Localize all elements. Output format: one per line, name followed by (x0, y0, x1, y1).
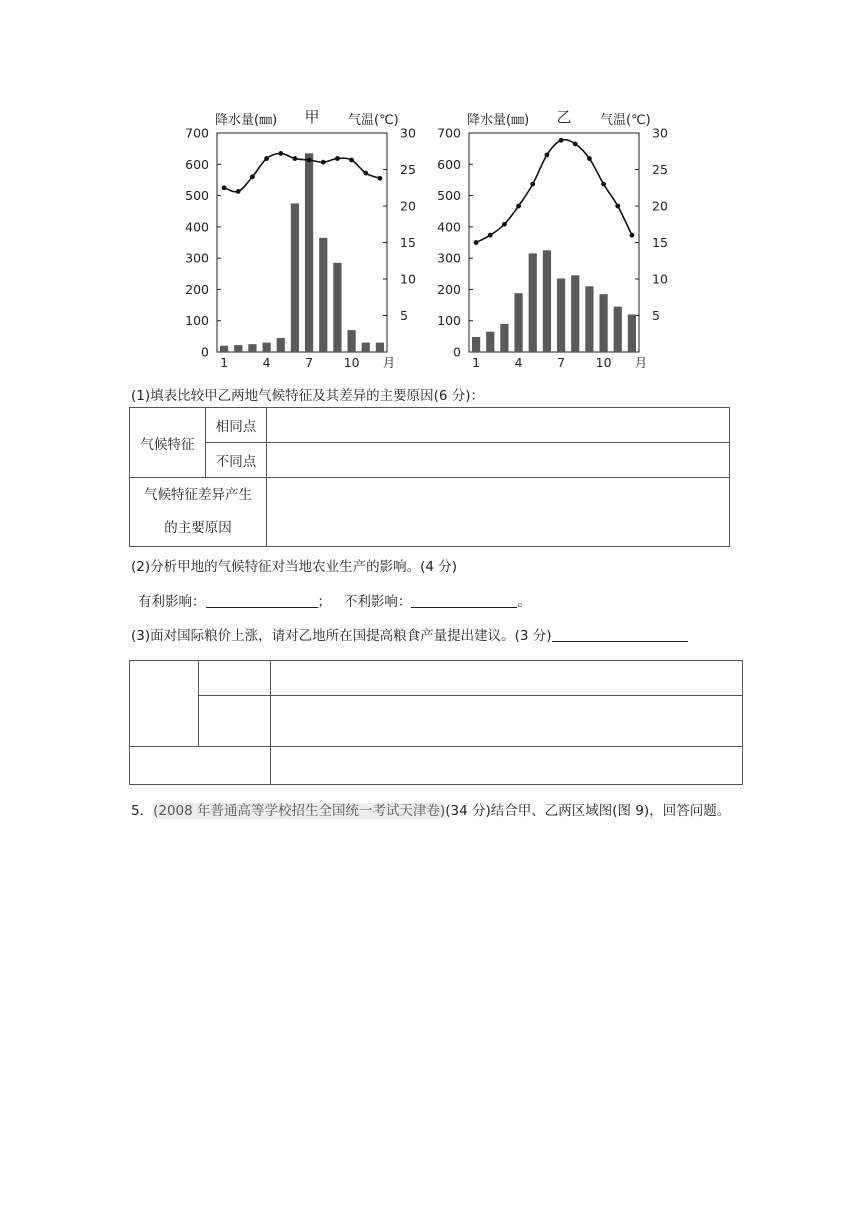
empty-table (129, 660, 743, 785)
answer-cell-diff[interactable] (267, 443, 730, 478)
unfavorable-blank[interactable] (411, 593, 517, 608)
row-label-diff: 不同点 (206, 443, 267, 478)
chart0-left-axis-label: 降水量(㎜) (215, 113, 278, 128)
chart1-precip-bar (557, 278, 565, 352)
chart0-left-tick-label: 100 (185, 313, 209, 329)
chart1-precip-bar (599, 294, 607, 352)
question-3 (131, 624, 688, 644)
chart1-precip-bar (628, 314, 636, 352)
chart0-chart-title: 甲 (304, 108, 320, 126)
chart1-right-tick-label: 30 (652, 125, 668, 141)
chart1-left-tick-label: 200 (437, 281, 461, 297)
reason-line-1: 气候特征差异产生 (144, 487, 252, 503)
chart1-precip-bar (529, 253, 537, 352)
chart0-left-tick-label: 0 (201, 344, 209, 360)
chart1-precip-bar (543, 250, 551, 352)
chart0-right-tick-label: 25 (400, 162, 416, 177)
chart1-precip-bar (585, 286, 593, 352)
chart1-right-tick-label: 20 (652, 198, 668, 214)
comparison-table (129, 407, 730, 547)
chart0-right-axis-label: 气温(℃) (348, 113, 399, 128)
chart0-left-tick-label: 200 (185, 281, 209, 297)
question-3-text: (3)面对国际粮价上涨，请对乙地所在国提高粮食产量提出建议。(3 分) (131, 628, 552, 644)
chart0-precip-bar (333, 263, 341, 352)
chart0-temperature-point (264, 156, 269, 161)
chart1-temperature-point (587, 156, 592, 161)
chart1-right-tick-label: 10 (652, 271, 668, 287)
chart1-temperature-point (601, 182, 606, 187)
chart1-chart-title: 乙 (556, 108, 572, 126)
chart1-plot-frame (469, 133, 639, 352)
chart0-temperature-point (250, 174, 255, 179)
chart1-left-tick-label: 400 (437, 219, 461, 235)
chart1-temperature-point (545, 153, 550, 158)
chart0-precip-bar (234, 345, 242, 352)
chart0-precip-bar (248, 344, 256, 352)
chart0-precip-bar (362, 343, 370, 352)
empty-cell-a[interactable] (130, 661, 199, 747)
chart0-right-tick-label: 5 (400, 308, 408, 323)
empty-cell-b[interactable] (199, 661, 271, 696)
chart1-right-tick-label: 15 (652, 235, 668, 250)
chart1-left-tick-label: 100 (437, 313, 461, 329)
chart0-temperature-point (278, 151, 283, 156)
chart0-x-tick-label: 10 (343, 355, 360, 370)
chart0-temperature-point (321, 160, 326, 165)
chart1-precip-bar (486, 332, 494, 352)
chart0-precip-bar (291, 203, 299, 352)
chart1-temperature-point (559, 138, 564, 143)
empty-cell-d[interactable] (199, 696, 271, 747)
separator: ； (317, 594, 331, 610)
chart0-x-tick-label: 7 (305, 355, 314, 370)
chart1-right-axis-label: 气温(℃) (600, 113, 651, 128)
row-group-climate: 气候特征 (130, 408, 206, 478)
chart0-temperature-point (222, 185, 227, 190)
chart1-x-tick-label: 4 (514, 355, 523, 370)
chart1-x-unit-label: 月 (634, 355, 648, 370)
chart1-left-axis-label: 降水量(㎜) (467, 113, 530, 128)
chart0-x-tick-label: 1 (220, 355, 229, 370)
question-5-text: (34 分)结合甲、乙两区域图(图 9)，回答问题。 (445, 803, 731, 819)
empty-cell-c[interactable] (271, 661, 743, 696)
chart1-temperature-point (530, 182, 535, 187)
chart1-precip-bar (472, 337, 480, 352)
empty-cell-e[interactable] (271, 696, 743, 747)
chart1-x-tick-label: 7 (557, 355, 566, 370)
chart0-left-tick-label: 600 (185, 156, 209, 172)
chart0-precip-bar (319, 238, 327, 352)
climate-chart-jia (180, 100, 450, 375)
climate-chart-yi-svg (432, 100, 702, 375)
end-mark: 。 (517, 594, 531, 610)
chart1-temperature-point (488, 233, 493, 238)
chart0-right-tick-label: 30 (400, 125, 416, 141)
unfavorable-label: 不利影响： (343, 594, 412, 610)
favorable-label: 有利影响： (138, 594, 206, 610)
reason-line-2: 的主要原因 (164, 520, 232, 536)
question-3-blank[interactable] (552, 627, 688, 642)
chart0-precip-bar (347, 330, 355, 352)
chart1-temperature-point (573, 142, 578, 147)
chart1-left-tick-label: 500 (437, 188, 461, 204)
chart1-precip-bar (514, 293, 522, 352)
question-5-number: 5． (131, 803, 154, 819)
chart1-x-tick-label: 1 (472, 355, 481, 370)
row-label-same: 相同点 (206, 408, 267, 443)
chart1-temperature-point (474, 240, 479, 245)
question-2-answers (138, 590, 531, 610)
chart0-precip-bar (220, 346, 228, 352)
chart0-right-tick-label: 20 (400, 198, 416, 214)
chart1-left-tick-label: 0 (453, 344, 461, 360)
climate-chart-yi (432, 100, 702, 375)
chart1-precip-bar (500, 324, 508, 352)
chart0-precip-bar (277, 338, 285, 352)
chart1-x-tick-label: 10 (595, 355, 612, 370)
chart0-temperature-point (236, 189, 241, 194)
chart0-precip-bar (376, 343, 384, 352)
empty-cell-g[interactable] (271, 747, 743, 785)
answer-cell-reason[interactable] (267, 478, 730, 547)
question-2: (2)分析甲地的气候特征对当地农业生产的影响。(4 分) (131, 559, 458, 575)
empty-cell-f[interactable] (130, 747, 271, 785)
chart0-temperature-line (224, 153, 380, 191)
chart1-temperature-point (502, 222, 507, 227)
chart0-x-tick-label: 4 (262, 355, 271, 370)
chart0-right-tick-label: 10 (400, 271, 416, 287)
chart0-right-tick-label: 15 (400, 235, 416, 250)
chart1-temperature-point (615, 204, 620, 209)
chart0-temperature-point (293, 156, 298, 161)
chart0-left-tick-label: 500 (185, 188, 209, 204)
chart0-x-unit-label: 月 (382, 355, 396, 370)
answer-cell-same[interactable] (267, 408, 730, 443)
chart0-temperature-point (335, 156, 340, 161)
chart1-left-tick-label: 300 (437, 250, 461, 266)
question-5-source: (2008 年普通高等学校招生全国统一考试天津卷) (153, 803, 446, 819)
chart0-precip-bar (262, 343, 270, 352)
row-label-reason (130, 478, 267, 547)
chart1-right-tick-label: 25 (652, 162, 668, 177)
chart1-temperature-point (630, 233, 635, 238)
chart1-left-tick-label: 600 (437, 156, 461, 172)
chart0-temperature-point (363, 171, 368, 176)
chart0-temperature-point (378, 176, 383, 181)
chart1-right-tick-label: 5 (652, 308, 660, 323)
question-1: (1)填表比较甲乙两地气候特征及其差异的主要原因(6 分)： (131, 388, 485, 404)
question-5 (131, 796, 731, 826)
favorable-blank[interactable] (206, 593, 318, 608)
chart0-plot-frame (217, 133, 387, 352)
chart0-temperature-point (349, 158, 354, 163)
chart1-left-tick-label: 700 (437, 125, 461, 141)
chart0-left-tick-label: 400 (185, 219, 209, 235)
chart0-left-tick-label: 300 (185, 250, 209, 266)
chart1-precip-bar (614, 307, 622, 352)
chart1-temperature-point (516, 204, 521, 209)
chart1-temperature-line (476, 140, 632, 243)
chart0-temperature-point (307, 158, 312, 163)
chart1-precip-bar (571, 275, 579, 352)
chart0-precip-bar (305, 153, 313, 352)
climate-chart-jia-svg (180, 100, 450, 375)
chart0-left-tick-label: 700 (185, 125, 209, 141)
